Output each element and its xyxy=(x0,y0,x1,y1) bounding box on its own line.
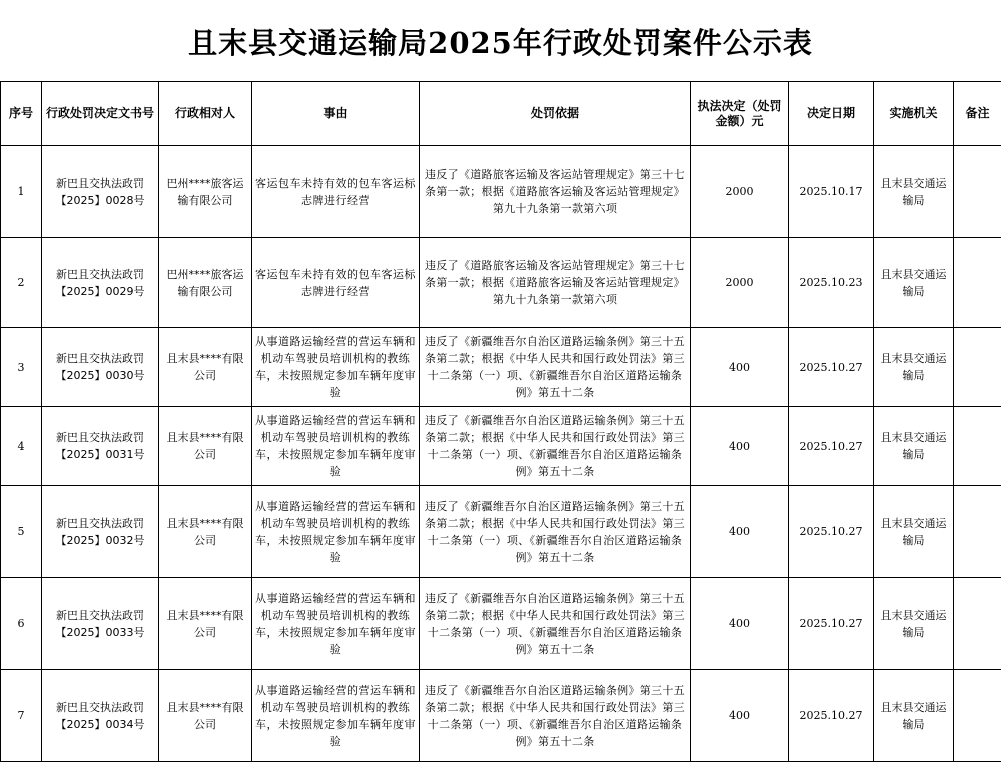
cell-remark xyxy=(954,578,1001,670)
cell-date: 2025.10.27 xyxy=(789,670,874,762)
header-doc-no: 行政处罚决定文书号 xyxy=(42,82,159,146)
table-row xyxy=(1,670,1001,762)
table-header-row xyxy=(1,82,1001,146)
cell-basis: 违反了《新疆维吾尔自治区道路运输条例》第三十五条第二款；根据《中华人民共和国行政处罚法》第三十二条第（一）项、《新疆维吾尔自治区道路运输条例》第五十二条 xyxy=(420,486,691,578)
cell-seq: 6 xyxy=(1,578,42,670)
header-basis: 处罚依据 xyxy=(420,82,691,146)
cell-agency: 且末县交通运输局 xyxy=(874,238,954,328)
cell-party: 巴州****旅客运输有限公司 xyxy=(159,146,252,238)
table-row xyxy=(1,578,1001,670)
cell-party: 且末县****有限公司 xyxy=(159,578,252,670)
cell-basis: 违反了《道路旅客运输及客运站管理规定》第三十七条第一款；根据《道路旅客运输及客运站管理规定》第九十九条第一款第六项 xyxy=(420,146,691,238)
cell-seq: 5 xyxy=(1,486,42,578)
cell-doc-no: 新巴且交执法政罚【2025】0033号 xyxy=(42,578,159,670)
cell-amount: 400 xyxy=(691,578,789,670)
cell-date: 2025.10.27 xyxy=(789,407,874,486)
cell-basis: 违反了《新疆维吾尔自治区道路运输条例》第三十五条第二款；根据《中华人民共和国行政处罚法》第三十二条第（一）项、《新疆维吾尔自治区道路运输条例》第五十二条 xyxy=(420,670,691,762)
cell-party: 且末县****有限公司 xyxy=(159,328,252,407)
cell-remark xyxy=(954,146,1001,238)
header-seq: 序号 xyxy=(1,82,42,146)
cell-basis: 违反了《新疆维吾尔自治区道路运输条例》第三十五条第二款；根据《中华人民共和国行政处罚法》第三十二条第（一）项、《新疆维吾尔自治区道路运输条例》第五十二条 xyxy=(420,578,691,670)
cell-seq: 3 xyxy=(1,328,42,407)
cell-remark xyxy=(954,486,1001,578)
header-amount: 执法决定（处罚金额）元 xyxy=(691,82,789,146)
cell-amount: 2000 xyxy=(691,238,789,328)
cell-remark xyxy=(954,238,1001,328)
cell-doc-no: 新巴且交执法政罚【2025】0034号 xyxy=(42,670,159,762)
cell-party: 且末县****有限公司 xyxy=(159,486,252,578)
table-row xyxy=(1,238,1001,328)
cell-party: 且末县****有限公司 xyxy=(159,407,252,486)
cell-amount: 400 xyxy=(691,486,789,578)
cell-seq: 4 xyxy=(1,407,42,486)
cell-reason: 客运包车未持有效的包车客运标志牌进行经营 xyxy=(252,238,420,328)
cell-doc-no: 新巴且交执法政罚【2025】0031号 xyxy=(42,407,159,486)
header-date: 决定日期 xyxy=(789,82,874,146)
cell-agency: 且末县交通运输局 xyxy=(874,146,954,238)
header-party: 行政相对人 xyxy=(159,82,252,146)
table-row xyxy=(1,407,1001,486)
cell-doc-no: 新巴且交执法政罚【2025】0028号 xyxy=(42,146,159,238)
cell-amount: 400 xyxy=(691,328,789,407)
cell-remark xyxy=(954,670,1001,762)
cell-amount: 400 xyxy=(691,670,789,762)
cell-reason: 从事道路运输经营的营运车辆和机动车驾驶员培训机构的教练车，未按照规定参加车辆年度审验 xyxy=(252,578,420,670)
cell-basis: 违反了《道路旅客运输及客运站管理规定》第三十七条第一款；根据《道路旅客运输及客运站管理规定》第九十九条第一款第六项 xyxy=(420,238,691,328)
cell-seq: 7 xyxy=(1,670,42,762)
page-title: 且末县交通运输局2025年行政处罚案件公示表 xyxy=(188,25,813,60)
cell-reason: 客运包车未持有效的包车客运标志牌进行经营 xyxy=(252,146,420,238)
cell-agency: 且末县交通运输局 xyxy=(874,486,954,578)
cell-reason: 从事道路运输经营的营运车辆和机动车驾驶员培训机构的教练车，未按照规定参加车辆年度审验 xyxy=(252,328,420,407)
header-reason: 事由 xyxy=(252,82,420,146)
cell-party: 且末县****有限公司 xyxy=(159,670,252,762)
cell-amount: 2000 xyxy=(691,146,789,238)
cell-agency: 且末县交通运输局 xyxy=(874,407,954,486)
cell-reason: 从事道路运输经营的营运车辆和机动车驾驶员培训机构的教练车，未按照规定参加车辆年度审验 xyxy=(252,670,420,762)
cell-date: 2025.10.17 xyxy=(789,146,874,238)
penalty-table xyxy=(0,81,1001,762)
cell-amount: 400 xyxy=(691,407,789,486)
cell-agency: 且末县交通运输局 xyxy=(874,328,954,407)
cell-seq: 2 xyxy=(1,238,42,328)
cell-seq: 1 xyxy=(1,146,42,238)
cell-reason: 从事道路运输经营的营运车辆和机动车驾驶员培训机构的教练车，未按照规定参加车辆年度审验 xyxy=(252,407,420,486)
cell-reason: 从事道路运输经营的营运车辆和机动车驾驶员培训机构的教练车，未按照规定参加车辆年度审验 xyxy=(252,486,420,578)
cell-doc-no: 新巴且交执法政罚【2025】0029号 xyxy=(42,238,159,328)
cell-date: 2025.10.27 xyxy=(789,486,874,578)
cell-date: 2025.10.27 xyxy=(789,328,874,407)
header-agency: 实施机关 xyxy=(874,82,954,146)
cell-date: 2025.10.23 xyxy=(789,238,874,328)
table-row xyxy=(1,146,1001,238)
table-row xyxy=(1,486,1001,578)
cell-doc-no: 新巴且交执法政罚【2025】0030号 xyxy=(42,328,159,407)
cell-date: 2025.10.27 xyxy=(789,578,874,670)
cell-agency: 且末县交通运输局 xyxy=(874,670,954,762)
cell-agency: 且末县交通运输局 xyxy=(874,578,954,670)
cell-basis: 违反了《新疆维吾尔自治区道路运输条例》第三十五条第二款；根据《中华人民共和国行政处罚法》第三十二条第（一）项、《新疆维吾尔自治区道路运输条例》第五十二条 xyxy=(420,328,691,407)
cell-party: 巴州****旅客运输有限公司 xyxy=(159,238,252,328)
table-row xyxy=(1,328,1001,407)
cell-doc-no: 新巴且交执法政罚【2025】0032号 xyxy=(42,486,159,578)
header-remark: 备注 xyxy=(954,82,1001,146)
cell-remark xyxy=(954,407,1001,486)
cell-basis: 违反了《新疆维吾尔自治区道路运输条例》第三十五条第二款；根据《中华人民共和国行政处罚法》第三十二条第（一）项、《新疆维吾尔自治区道路运输条例》第五十二条 xyxy=(420,407,691,486)
cell-remark xyxy=(954,328,1001,407)
